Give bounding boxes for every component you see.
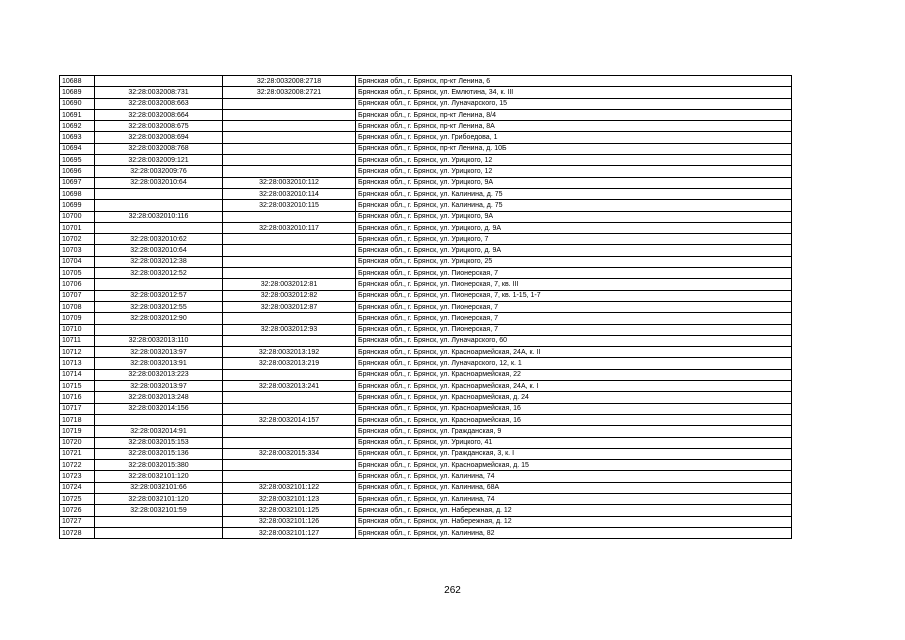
address-cell: Брянская обл., г. Брянск, ул. Урицкого, д. 9А [356,245,792,256]
cadastral-number-2-cell [223,109,356,120]
cadastral-number-cell: 32:28:0032008:664 [95,109,223,120]
cadastral-number-cell: 32:28:0032010:64 [95,177,223,188]
address-cell: Брянская обл., г. Брянск, пр-кт Ленина, 6 [356,76,792,87]
table-row [60,392,792,403]
table-row [60,301,792,312]
row-number-cell: 10720 [60,437,95,448]
row-number-cell: 10716 [60,392,95,403]
row-number-cell: 10726 [60,505,95,516]
cadastral-number-cell: 32:28:0032015:153 [95,437,223,448]
page-number: 262 [444,585,461,596]
row-number-cell: 10718 [60,414,95,425]
cadastral-number-2-cell: 32:28:0032008:2718 [223,76,356,87]
row-number-cell: 10712 [60,347,95,358]
table-row [60,290,792,301]
address-cell: Брянская обл., г. Брянск, ул. Калинина, 74 [356,471,792,482]
cadastral-number-2-cell [223,471,356,482]
address-cell: Брянская обл., г. Брянск, ул. Урицкого, 12 [356,166,792,177]
row-number-cell: 10691 [60,109,95,120]
table-row [60,516,792,527]
cadastral-number-2-cell [223,268,356,279]
cadastral-number-cell: 32:28:0032009:76 [95,166,223,177]
table-row [60,166,792,177]
cadastral-number-cell: 32:28:0032014:91 [95,426,223,437]
cadastral-number-2-cell: 32:28:0032010:112 [223,177,356,188]
address-cell: Брянская обл., г. Брянск, пр-кт Ленина, д. 10Б [356,143,792,154]
cadastral-number-cell: 32:28:0032015:380 [95,460,223,471]
cadastral-number-2-cell: 32:28:0032014:157 [223,414,356,425]
row-number-cell: 10701 [60,222,95,233]
row-number-cell: 10698 [60,188,95,199]
cadastral-number-2-cell [223,166,356,177]
address-cell: Брянская обл., г. Брянск, ул. Урицкого, 12 [356,155,792,166]
cadastral-number-cell: 32:28:0032013:223 [95,369,223,380]
address-cell: Брянская обл., г. Брянск, ул. Пионерская, 7, кв. 1-15, 1-7 [356,290,792,301]
address-cell: Брянская обл., г. Брянск, ул. Грибоедова, 1 [356,132,792,143]
address-cell: Брянская обл., г. Брянск, ул. Урицкого, 7 [356,234,792,245]
table-row [60,313,792,324]
cadastral-number-cell: 32:28:0032012:55 [95,301,223,312]
cadastral-number-2-cell: 32:28:0032013:192 [223,347,356,358]
row-number-cell: 10714 [60,369,95,380]
table-row [60,222,792,233]
table-row [60,268,792,279]
cadastral-number-cell: 32:28:0032008:694 [95,132,223,143]
address-cell: Брянская обл., г. Брянск, ул. Луначарского, 12, к. 1 [356,358,792,369]
table-row [60,279,792,290]
table-row [60,76,792,87]
table-row [60,234,792,245]
row-number-cell: 10689 [60,87,95,98]
cadastral-number-2-cell: 32:28:0032010:114 [223,188,356,199]
row-number-cell: 10692 [60,121,95,132]
row-number-cell: 10706 [60,279,95,290]
row-number-cell: 10728 [60,527,95,538]
table-row [60,358,792,369]
cadastral-number-cell: 32:28:0032009:121 [95,155,223,166]
row-number-cell: 10708 [60,301,95,312]
address-cell: Брянская обл., г. Брянск, ул. Набережная, д. 12 [356,505,792,516]
table-row [60,143,792,154]
cadastral-number-cell [95,516,223,527]
cadastral-number-cell [95,222,223,233]
row-number-cell: 10710 [60,324,95,335]
row-number-cell: 10719 [60,426,95,437]
cadastral-number-2-cell [223,403,356,414]
address-cell: Брянская обл., г. Брянск, ул. Красноармейская, 24А, к. II [356,347,792,358]
cadastral-number-2-cell [223,256,356,267]
cadastral-number-2-cell [223,335,356,346]
row-number-cell: 10721 [60,448,95,459]
address-cell: Брянская обл., г. Брянск, ул. Набережная, д. 12 [356,516,792,527]
cadastral-number-cell: 32:28:0032012:52 [95,268,223,279]
address-cell: Брянская обл., г. Брянск, ул. Пионерская, 7 [356,301,792,312]
row-number-cell: 10697 [60,177,95,188]
row-number-cell: 10709 [60,313,95,324]
cadastral-number-cell: 32:28:0032015:136 [95,448,223,459]
table-row [60,335,792,346]
row-number-cell: 10700 [60,211,95,222]
cadastral-number-cell [95,324,223,335]
table-row [60,482,792,493]
address-cell: Брянская обл., г. Брянск, ул. Емлютина, 34, к. III [356,87,792,98]
address-cell: Брянская обл., г. Брянск, пр-кт Ленина, 8/4 [356,109,792,120]
table-row [60,471,792,482]
cadastral-number-cell: 32:28:0032013:91 [95,358,223,369]
row-number-cell: 10704 [60,256,95,267]
address-cell: Брянская обл., г. Брянск, ул. Гражданская, 3, к. I [356,448,792,459]
table-body [60,76,792,539]
row-number-cell: 10713 [60,358,95,369]
cadastral-number-2-cell: 32:28:0032012:87 [223,301,356,312]
address-cell: Брянская обл., г. Брянск, ул. Гражданская, 9 [356,426,792,437]
cadastral-number-cell: 32:28:0032014:156 [95,403,223,414]
table-row [60,132,792,143]
address-cell: Брянская обл., г. Брянск, ул. Красноармейская, 24А, к. I [356,381,792,392]
cadastral-number-2-cell [223,121,356,132]
table-row [60,177,792,188]
cadastral-number-cell [95,279,223,290]
table-row [60,414,792,425]
cadastral-number-cell: 32:28:0032101:59 [95,505,223,516]
row-number-cell: 10696 [60,166,95,177]
cadastral-number-cell: 32:28:0032101:120 [95,493,223,504]
address-cell: Брянская обл., г. Брянск, ул. Урицкого, 41 [356,437,792,448]
cadastral-number-2-cell [223,460,356,471]
table-row [60,493,792,504]
row-number-cell: 10717 [60,403,95,414]
cadastral-number-2-cell [223,211,356,222]
cadastral-number-cell: 32:28:0032012:90 [95,313,223,324]
address-cell: Брянская обл., г. Брянск, ул. Красноармейская, д. 24 [356,392,792,403]
cadastral-number-2-cell: 32:28:0032008:2721 [223,87,356,98]
address-cell: Брянская обл., г. Брянск, пр-кт Ленина, 8А [356,121,792,132]
cadastral-number-cell: 32:28:0032008:768 [95,143,223,154]
cadastral-number-2-cell: 32:28:0032101:126 [223,516,356,527]
cadastral-number-2-cell: 32:28:0032012:81 [223,279,356,290]
row-number-cell: 10711 [60,335,95,346]
address-cell: Брянская обл., г. Брянск, ул. Урицкого, д. 9А [356,222,792,233]
cadastral-number-2-cell: 32:28:0032012:93 [223,324,356,335]
cadastral-number-2-cell [223,143,356,154]
cadastral-number-cell: 32:28:0032013:110 [95,335,223,346]
address-cell: Брянская обл., г. Брянск, ул. Пионерская, 7 [356,313,792,324]
address-cell: Брянская обл., г. Брянск, ул. Красноармейская, д. 15 [356,460,792,471]
table-row [60,121,792,132]
row-number-cell: 10703 [60,245,95,256]
cadastral-number-cell [95,527,223,538]
cadastral-number-2-cell: 32:28:0032013:241 [223,381,356,392]
cadastral-number-cell [95,76,223,87]
row-number-cell: 10727 [60,516,95,527]
row-number-cell: 10722 [60,460,95,471]
address-cell: Брянская обл., г. Брянск, ул. Урицкого, 9А [356,177,792,188]
table-row [60,347,792,358]
row-number-cell: 10702 [60,234,95,245]
address-cell: Брянская обл., г. Брянск, ул. Луначарского, 15 [356,98,792,109]
table-row [60,381,792,392]
table-row [60,505,792,516]
address-cell: Брянская обл., г. Брянск, ул. Пионерская, 7, кв. III [356,279,792,290]
cadastral-number-2-cell: 32:28:0032101:127 [223,527,356,538]
table-row [60,155,792,166]
row-number-cell: 10725 [60,493,95,504]
cadastral-number-2-cell [223,392,356,403]
address-cell: Брянская обл., г. Брянск, ул. Красноармейская, 16 [356,414,792,425]
table-row [60,188,792,199]
row-number-cell: 10693 [60,132,95,143]
cadastral-number-2-cell [223,437,356,448]
row-number-cell: 10707 [60,290,95,301]
address-cell: Брянская обл., г. Брянск, ул. Пионерская, 7 [356,324,792,335]
cadastral-number-2-cell [223,98,356,109]
cadastral-number-cell: 32:28:0032101:66 [95,482,223,493]
address-cell: Брянская обл., г. Брянск, ул. Красноармейская, 16 [356,403,792,414]
table-row [60,200,792,211]
address-cell: Брянская обл., г. Брянск, ул. Пионерская, 7 [356,268,792,279]
row-number-cell: 10695 [60,155,95,166]
cadastral-number-cell [95,200,223,211]
table-row [60,109,792,120]
address-cell: Брянская обл., г. Брянск, ул. Калинина, д. 75 [356,200,792,211]
cadastral-number-2-cell [223,369,356,380]
row-number-cell: 10723 [60,471,95,482]
row-number-cell: 10724 [60,482,95,493]
table-row [60,211,792,222]
address-cell: Брянская обл., г. Брянск, ул. Луначарского, 60 [356,335,792,346]
document-table [59,75,792,539]
cadastral-number-cell: 32:28:0032008:675 [95,121,223,132]
address-cell: Брянская обл., г. Брянск, ул. Калинина, д. 75 [356,188,792,199]
table-row [60,87,792,98]
table-row [60,448,792,459]
table-row [60,324,792,335]
cadastral-number-cell: 32:28:0032013:97 [95,347,223,358]
cadastral-number-2-cell: 32:28:0032101:125 [223,505,356,516]
address-cell: Брянская обл., г. Брянск, ул. Калинина, 82 [356,527,792,538]
cadastral-number-cell: 32:28:0032010:116 [95,211,223,222]
row-number-cell: 10690 [60,98,95,109]
row-number-cell: 10715 [60,381,95,392]
address-cell: Брянская обл., г. Брянск, ул. Калинина, 68А [356,482,792,493]
cadastral-number-cell: 32:28:0032008:731 [95,87,223,98]
cadastral-number-2-cell [223,245,356,256]
cadastral-number-cell [95,414,223,425]
cadastral-number-2-cell [223,155,356,166]
row-number-cell: 10705 [60,268,95,279]
cadastral-number-2-cell: 32:28:0032015:334 [223,448,356,459]
address-cell: Брянская обл., г. Брянск, ул. Красноармейская, 22 [356,369,792,380]
cadastral-number-2-cell: 32:28:0032101:122 [223,482,356,493]
cadastral-number-2-cell: 32:28:0032010:115 [223,200,356,211]
row-number-cell: 10699 [60,200,95,211]
cadastral-number-cell: 32:28:0032101:120 [95,471,223,482]
table-row [60,256,792,267]
cadastral-number-cell: 32:28:0032008:663 [95,98,223,109]
cadastral-number-cell: 32:28:0032012:57 [95,290,223,301]
address-cell: Брянская обл., г. Брянск, ул. Калинина, 74 [356,493,792,504]
table-row [60,369,792,380]
table-row [60,527,792,538]
cadastral-number-cell [95,188,223,199]
table-row [60,245,792,256]
cadastral-number-2-cell [223,426,356,437]
address-cell: Брянская обл., г. Брянск, ул. Урицкого, 9А [356,211,792,222]
table-row [60,98,792,109]
cadastral-number-2-cell: 32:28:0032010:117 [223,222,356,233]
table-row [60,460,792,471]
cadastral-number-2-cell [223,234,356,245]
cadastral-number-2-cell: 32:28:0032013:219 [223,358,356,369]
row-number-cell: 10694 [60,143,95,154]
cadastral-number-cell: 32:28:0032013:97 [95,381,223,392]
table-row [60,403,792,414]
cadastral-number-cell: 32:28:0032013:248 [95,392,223,403]
address-cell: Брянская обл., г. Брянск, ул. Урицкого, 25 [356,256,792,267]
cadastral-number-cell: 32:28:0032010:62 [95,234,223,245]
row-number-cell: 10688 [60,76,95,87]
table-row [60,437,792,448]
cadastral-number-cell: 32:28:0032012:38 [95,256,223,267]
cadastral-number-2-cell [223,313,356,324]
cadastral-number-2-cell [223,132,356,143]
table-row [60,426,792,437]
cadastral-number-2-cell: 32:28:0032012:82 [223,290,356,301]
cadastral-number-cell: 32:28:0032010:64 [95,245,223,256]
cadastral-number-2-cell: 32:28:0032101:123 [223,493,356,504]
